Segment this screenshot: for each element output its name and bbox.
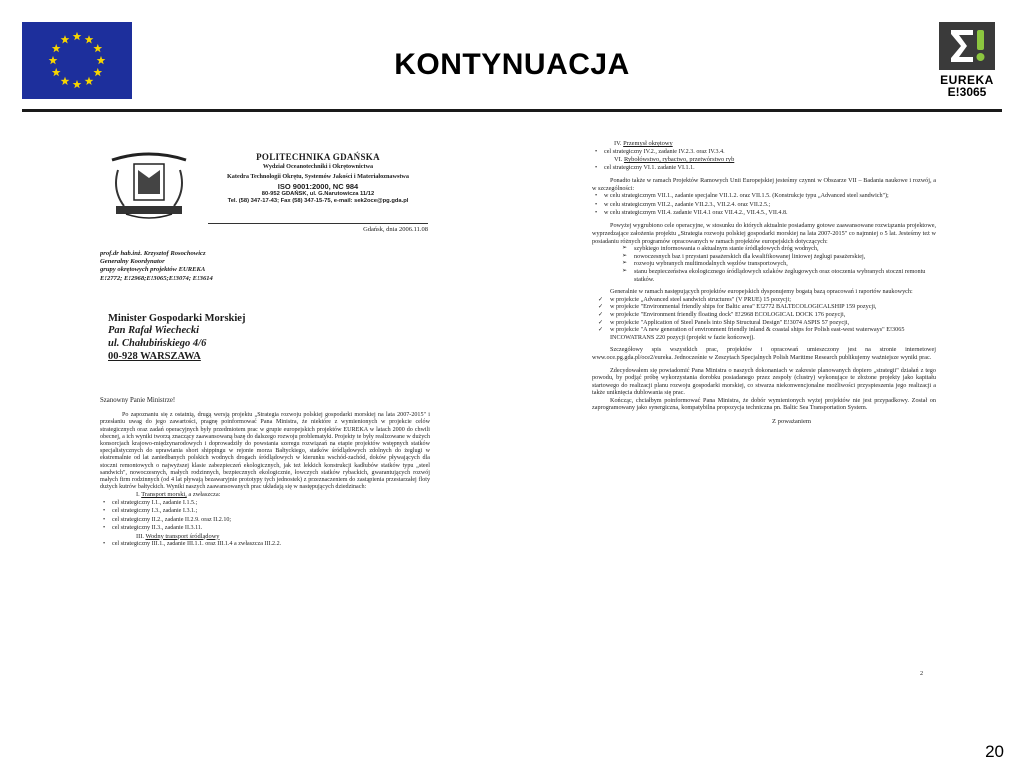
letter-page-number: 2 <box>920 670 924 677</box>
list-item: • w celu strategicznym VII.1., zadanie specjalne VII.1.2. oraz VII.1.5. (Konstrukcje typu „Advanced steel sandwich"); <box>592 192 936 200</box>
list-item: • cel strategiczny III.1., zadanie III.1.1. oraz III.1.4 a zwłaszcza III.2.2. <box>100 540 430 548</box>
eu-star-icon <box>85 35 94 43</box>
section-title: Przemysł okrętowy <box>623 140 673 147</box>
eureka-project-code: E!3065 <box>947 85 987 99</box>
department-name: Katedra Technologii Okrętu, Systemów Jakości i Materiałoznawstwa <box>226 173 409 181</box>
slide-page-number: 20 <box>985 742 1004 761</box>
list-item: ✓ w projekcie „Advanced steel sandwich structures" (V PRUE) 15 pozycji; <box>598 296 936 304</box>
list-item: ➢ szybkiego informowania o aktualnym stanie śródlądowych dróg wodnych, <box>622 245 936 253</box>
eu-star-icon <box>73 32 82 40</box>
list-item: ✓ w projekcie "A new generation of environment friendly inland & coastal ships for Polish east-west waterways" E!3065 INCOWATRANS 220 pozycji (projekt w fazie końcowej). <box>598 326 936 341</box>
list-item: ✓ w projekcie "Environmental friendly ships for Baltic area" E!2772 BALTECOLOGICALSHIP 159 pozycji, <box>598 303 936 311</box>
list-item: ✓ w projekcie "Environment friendly floating dock" E!2968 ECOLOGICAL DOCK 176 pozycji, <box>598 311 936 319</box>
addressee-city: 00-928 WARSZAWA <box>108 350 201 362</box>
list-item: • cel strategiczny I.3., zadanie I.3.1.; <box>100 507 430 515</box>
section-list <box>100 540 430 548</box>
iso-certificate: ISO 9001:2000, NC 984 <box>277 181 359 191</box>
eureka-name: EUREKA <box>940 73 994 87</box>
addressee-block <box>108 313 430 363</box>
section-title: Rybołówstwo, rybactwo, przetwórstwo ryb <box>623 156 735 163</box>
addressee-street: ul. Chałubińskiego 4/6 <box>108 338 207 349</box>
header-divider <box>22 109 1002 112</box>
letter-body-paragraph: Po zapoznaniu się z ostatnią, drugą wersją projektu „Strategia rozwoju polskiej gospodarki morskiej na lata 2007-2015" i przesłaniu uwag do jego zawartości, pragnę poinformować Pana Ministra, że niektóre z wymienionych w projekcie celów strategicznych oraz zadań operacyjnych były przedmiotem prac w grupie europejskich projektów EUREKA w latach 2000 do chwili obecnej, a ich wyniki tworzą znaczący zaawansowaną bazę do dalszego rozwoju problematyki. Projekty te były realizowane w dużych konsorcjach krajowo-międzynarodowych i doprowadziły do powstania szeregu rozwiązań na etapie projektów wstępnych statków specjalistycznych do uprawiania short shippingu w rejonie morza Bałtyckiego, statków śródlądowych zdolnych do żeglugi w ekstremalnie od lat zaniedbanych polskich wodnych drogach śródlądowych w kierunku wschód-zachód, doków pływających dla stoczni remontowych o najwyższej klasie zabezpieczeń ekologicznych, jak też lekkich konstrukcji kadłubów statków typu „steel sandwich", nowoczesnych, małych rodzinnych, bezpiecznych ekologicznie, łowczych statków rybackich, gwarantujących rozwój małych firm rodzinnych (od 4 lat pływają bezawaryjnie prototypy tych jednostek) z przeznaczeniem do zastąpienia przestarzałej floty dużych kutrów bałtyckich. Wyniki naszych zaawansowanych prac układają się w następujących dziedzinach: <box>100 412 430 491</box>
reports-list <box>592 296 936 342</box>
list-item: ➢ stanu bezpieczeństwa ekologicznego śródlądowych szlaków żeglugowych oraz otoczenia wybranych stoczni remontu statków. <box>622 268 936 283</box>
university-contact: Tel. (58) 347-17-43; Fax (58) 347-15-75, e-mail: sek2oce@pg.gda.pl <box>227 197 409 204</box>
list-item: ➢ nowoczesnych baz i przystani pasażerskich dla kwalifikowanej liniowej żeglugi pasażerskiej, <box>622 253 936 261</box>
list-item: • cel strategiczny II.3., zadanie II.3.11. <box>100 524 430 532</box>
author-line: E!2772; E!2968;E!3065;E!3074; E!3614 <box>100 274 213 282</box>
author-block <box>100 250 430 283</box>
university-crest-icon <box>108 150 190 222</box>
author-line: grupy okrętowych projektów EUREKA <box>100 266 206 274</box>
section-list <box>592 148 936 156</box>
list-item: • w celu strategicznym VII.2., zadanie VII.2.3., VII.2.4. oraz VII.2.5.; <box>592 201 936 209</box>
letter-page-2 <box>592 140 936 685</box>
letter-body-paragraph: Ponadto także w ramach Projektów Ramowych Unii Europejskiej jesteśmy czynni w Obszarze VII – Badania naukowe i rozwój, a w szczególności: <box>592 177 936 192</box>
university-name: POLITECHNIKA GDAŃSKA <box>256 152 380 162</box>
letterhead-rule <box>208 223 428 224</box>
list-item: • cel strategiczny IV.2., zadanie IV.2.3. oraz IV.3.4. <box>592 148 936 156</box>
addressee-name: Pan Rafał Wiechecki <box>108 325 199 337</box>
faculty-name: Wydział Oceanotechniki i Okrętownictwa <box>262 163 374 170</box>
letter-body-paragraph: Powyżej wygrubiono cele operacyjne, w stosunku do których aktualnie posiadamy gotowe zaawansowane rozwiązania projektowe, wyprzedzające założenia projektu „Strategia rozwoju polskiej gospodarki morskiej na lata 2007-2015" co najmniej o 5 lat. Jesteśmy też w posiadaniu różnych programów opracowanych w ramach projektów europejskich dotyczących: <box>592 222 936 245</box>
letter-body-paragraph: Generalnie w ramach następujących projektów europejskich dysponujemy bogatą bazą opracowań i raportów naukowych: <box>610 288 913 296</box>
section-label: I. <box>136 491 140 499</box>
framework-list <box>592 192 936 217</box>
section-label: III. <box>136 532 144 540</box>
list-item: • cel strategiczny II.2., zadanie II.2.9. oraz II.2.10; <box>100 516 430 524</box>
university-address: 80-952 GDAŃSK, ul. G.Narutowicza 11/12 <box>261 190 375 197</box>
closing-regards: Z poważaniem <box>772 418 811 426</box>
list-item: • w celu strategicznym VII.4. zadanie VII.4.1 oraz VII.4.2., VII.4.5., VII.4.8. <box>592 209 936 217</box>
section-heading <box>136 533 430 541</box>
letter-body-paragraph: Zdecydowałem się powiadomić Pana Ministra o naszych dokonaniach w zakresie planowanych dopiero „strategii" działań z tego powodu, by podjąć próbę wykorzystania dorobku posiadanego przez zespoły (clustry) wykonujące te złożone projekty jako kapitału startowego do realizacji planu rozwoju gospodarki morskiej, co stwarza niekonwencjonalne możliwości przyspieszenia jego realizacji a także uniknięcia dublowania się prac. <box>592 366 936 397</box>
eureka-sigma-icon <box>939 22 995 70</box>
author-line: prof.dr hab.inż. Krzysztof Rosochowicz <box>100 250 206 257</box>
letter-page-1 <box>100 140 430 660</box>
author-line: Generalny Koordynator <box>100 258 165 266</box>
section-list <box>592 164 936 172</box>
letter-body-paragraph: Szczegółowy spis wszystkich prac, projektów i opracowań umieszczony jest na stronie internetowej www.oce.pg.gda.pl/oce2/eureka. Jednocześnie w Zeszytach Specjalnych Polish Maritime Research publikujemy ważniejsze wyniki prac. <box>592 346 936 361</box>
list-item: ✓ w projekcie "Application of Steel Panels into Ship Structural Design" E!3074 ASPIS 57 pozycji, <box>598 319 936 327</box>
section-heading <box>614 156 936 164</box>
section-suffix: a zwłaszcza: <box>186 491 221 499</box>
section-heading <box>136 491 430 499</box>
letterhead <box>100 140 430 232</box>
addressee-title: Minister Gospodarki Morskiej <box>108 312 246 324</box>
section-list <box>100 499 430 533</box>
section-heading <box>614 140 936 148</box>
section-title: Wodny transport śródlądowy <box>145 532 220 540</box>
section-label: VI. <box>614 156 623 163</box>
letter-date: Gdańsk, dnia 2006.11.08 <box>363 226 428 233</box>
list-item: • cel strategiczny VI.1. zadanie VI.1.1. <box>592 164 936 172</box>
salutation: Szanowny Panie Ministrze! <box>100 397 176 405</box>
list-item: • cel strategiczny I.1., zadanie I.1.5.; <box>100 499 430 507</box>
ops-list <box>622 245 936 283</box>
section-label: IV. <box>614 140 622 147</box>
eureka-logo <box>936 22 998 102</box>
letter-body-paragraph: Kończąc, chciałbym poinformować Pana Ministra, że dobór wymienionych wyżej projektów nie jest przypadkowy. Został on zaprogramowany jako synergiczna, kompatybilna propozycja techniczna pn. Baltic Sea Transportation System. <box>592 396 936 412</box>
slide-title: KONTYNUACJA <box>394 48 630 81</box>
eu-star-icon <box>61 35 70 43</box>
section-title: Transport morski, <box>141 491 187 499</box>
letterhead-text <box>208 152 428 205</box>
list-item: ➢ rozwoju wybranych multimodalnych węzłów transportowych, <box>622 260 936 268</box>
